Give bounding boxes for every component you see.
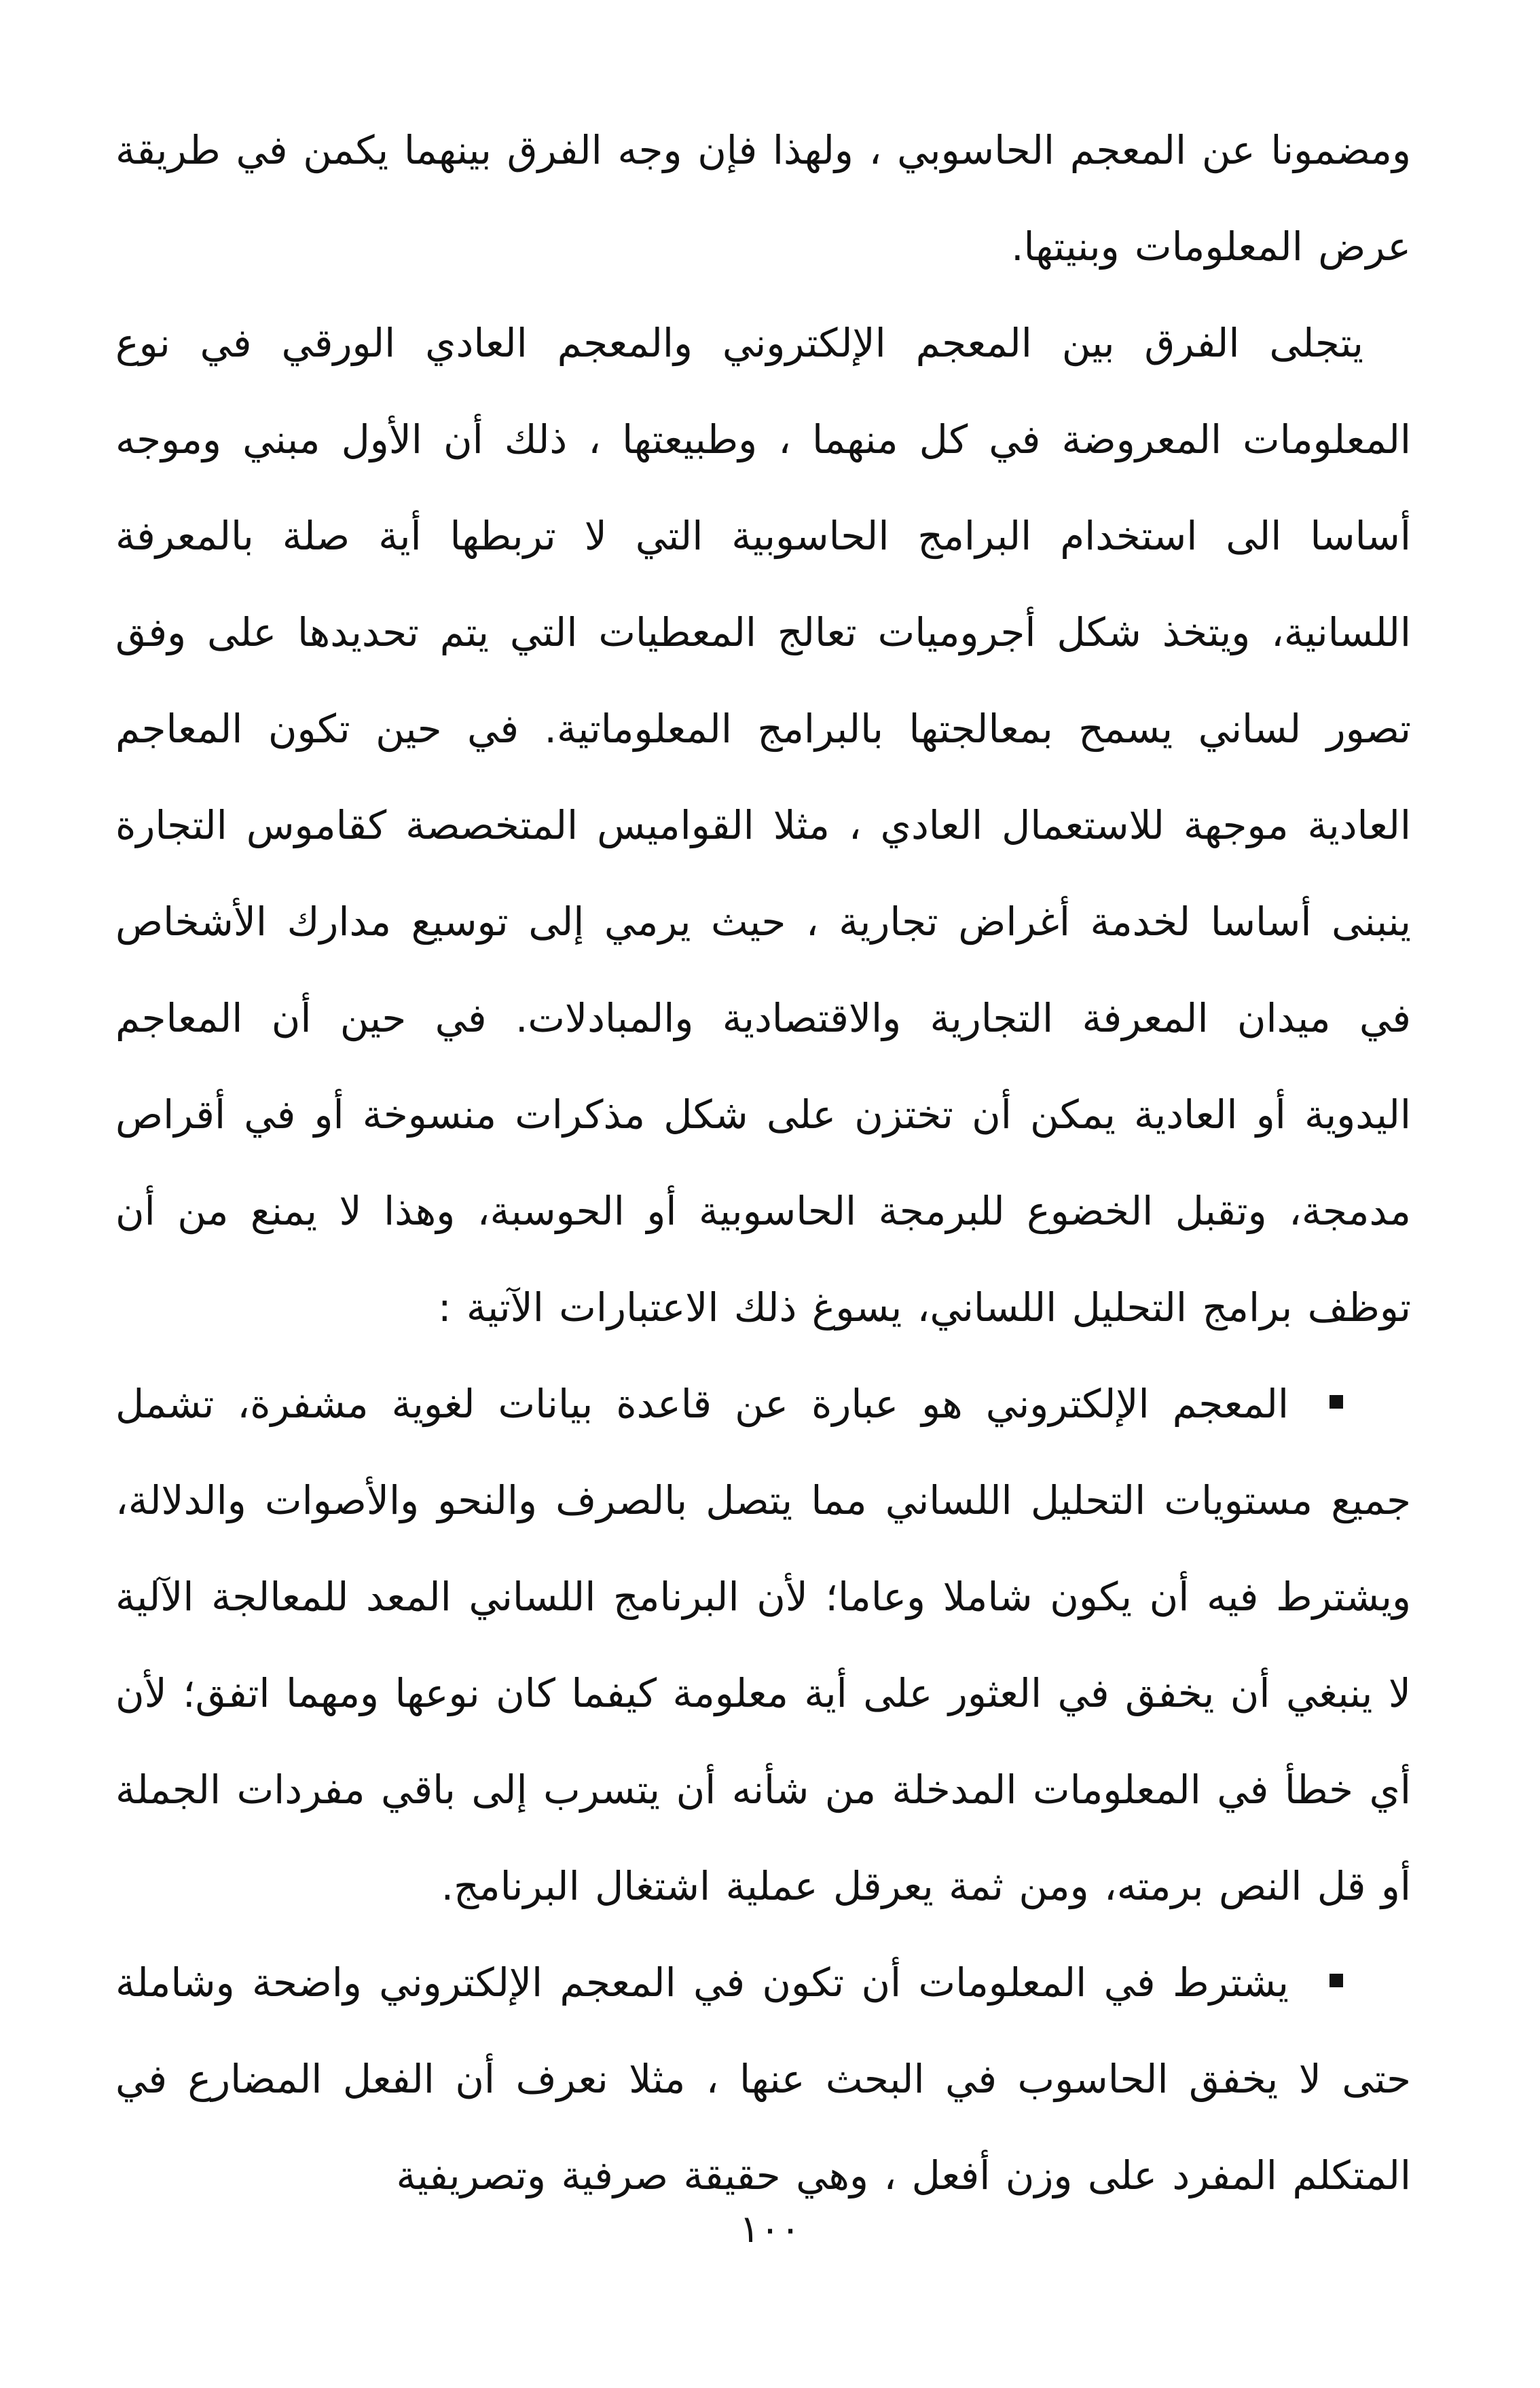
square-bullet-icon <box>1330 1395 1343 1409</box>
square-bullet-icon <box>1330 1974 1343 1987</box>
paragraph-continuation: ومضمونا عن المعجم الحاسوبي ، ولهذا فإن وجه الفرق بينهما يكمن في طريقة عرض المعلومات وبنيتها. <box>115 127 1411 270</box>
bullet-item-1 <box>115 1356 1411 1934</box>
page-number: ١٠٠ <box>739 2207 801 2251</box>
bullet-text-2: يشترط في المعلومات أن تكون في المعجم الإلكتروني واضحة وشاملة حتى لا يخفق الحاسوب في البحث عنها ، مثلا نعرف أن الفعل المضارع في المتكلم المفرد على وزن أفعل ، وهي حقيقة صرفية وتصريفية <box>115 1959 1411 2199</box>
body-text <box>115 102 1411 2224</box>
paragraph-main: يتجلى الفرق بين المعجم الإلكتروني والمعجم العادي الورقي في نوع المعلومات المعروضة في كل منهما ، وطبيعتها ، ذلك أن الأول مبني وموجه أساسا الى استخدام البرامج الحاسوبية التي لا تربطها أية صلة بالمعرفة اللسانية، ويتخذ شكل أجروميات تعالج المعطيات التي يتم تحديدها على وفق تصور لساني يسمح بمعالجتها بالبرامج المعلوماتية. في حين تكون المعاجم العادية موجهة للاستعمال العادي ، مثلا القواميس المتخصصة كقاموس التجارة ينبنى أساسا لخدمة أغراض تجارية ، حيث يرمي إلى توسيع مدارك الأشخاص في ميدان المعرفة التجارية والاقتصادية والمبادلات. في حين أن المعاجم اليدوية أو العادية يمكن أن تختزن على شكل مذكرات منسوخة أو في أقراص مدمجة، وتقبل الخضوع للبرمجة الحاسوبية أو الحوسبة، وهذا لا يمنع من أن توظف برامج التحليل اللساني، يسوغ ذلك الاعتبارات الآتية : <box>115 320 1411 1331</box>
bullet-item-2 <box>115 1934 1411 2224</box>
bullet-text-1: المعجم الإلكتروني هو عبارة عن قاعدة بيانات لغوية مشفرة، تشمل جميع مستويات التحليل اللساني مما يتصل بالصرف والنحو والأصوات والدلالة، ويشترط فيه أن يكون شاملا وعاما؛ لأن البرنامج اللساني المعد للمعالجة الآلية لا ينبغي أن يخفق في العثور على أية معلومة كيفما كان نوعها ومهما اتفق؛ لأن أي خطأ في المعلومات المدخلة من شأنه أن يتسرب إلى باقي مفردات الجملة أو قل النص برمته، ومن ثمة يعرقل عملية اشتغال البرنامج. <box>115 1381 1411 1909</box>
